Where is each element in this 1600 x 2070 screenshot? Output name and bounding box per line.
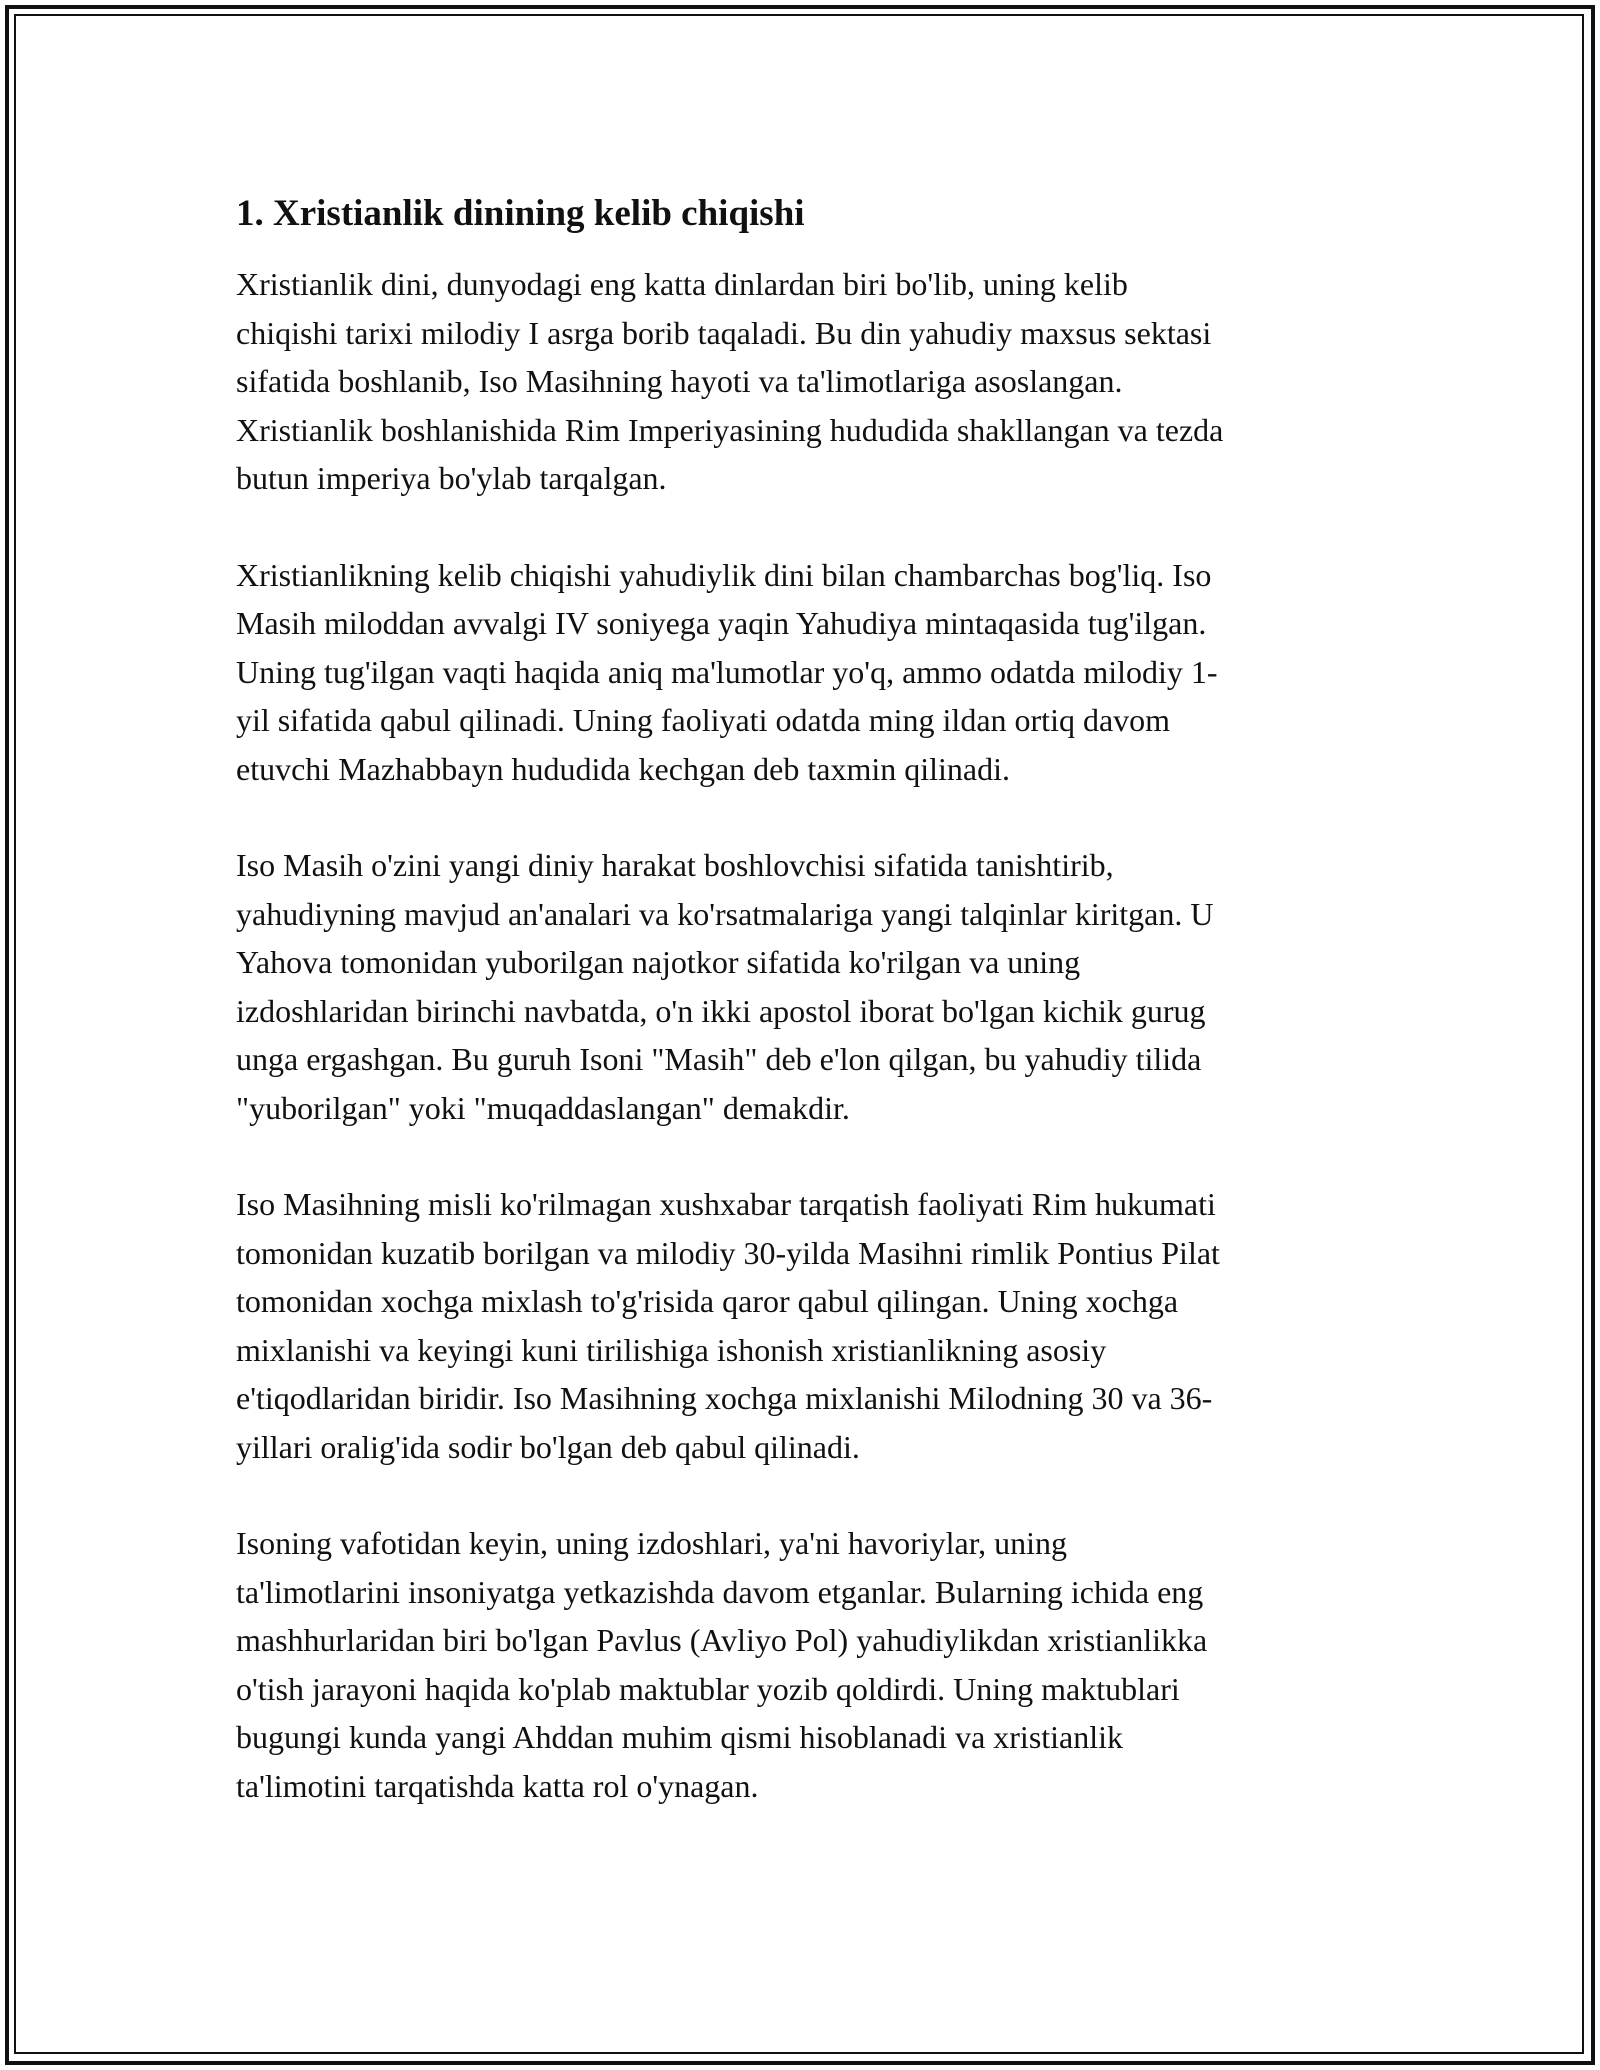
paragraph-4 <box>236 1180 1386 1471</box>
document-body <box>236 188 1386 1858</box>
paragraph-line: Xristianlik boshlanishida Rim Imperiyasining hududida shakllangan va tezda <box>236 411 1224 448</box>
paragraph-line: Xristianlik dini, dunyodagi eng katta dinlardan biri bo'lib, uning kelib <box>236 266 1128 302</box>
paragraph-line: Yahova tomonidan yuborilgan najotkor sifatida ko'rilgan va uning <box>236 944 1081 980</box>
paragraph-3 <box>236 841 1386 1132</box>
paragraph-line: chiqishi tarixi milodiy I asrga borib taqaladi. Bu din yahudiy maxsus sektasi <box>236 314 1212 351</box>
paragraph-line: yillari oralig'ida sodir bo'lgan deb qabul qilinadi. <box>236 1428 860 1465</box>
paragraph-line: o'tish jarayoni haqida ko'plab maktublar yozib qoldirdi. Uning maktublari <box>236 1670 1180 1707</box>
paragraph-line: sifatida boshlanib, Iso Masihning hayoti va ta'limotlariga asoslangan. <box>236 363 1123 399</box>
paragraph-5 <box>236 1519 1386 1810</box>
paragraph-line: yahudiyning mavjud an'analari va ko'rsatmalariga yangi talqinlar kiritgan. U <box>236 895 1214 932</box>
paragraph-line: Iso Masih o'zini yangi diniy harakat boshlovchisi sifatida tanishtirib, <box>236 847 1114 883</box>
paragraph-line: etuvchi Mazhabbayn hududida kechgan deb taxmin qilinadi. <box>236 750 1010 787</box>
paragraph-line: mixlanishi va keyingi kuni tirilishiga ishonish xristianlikning asosiy <box>236 1331 1107 1368</box>
paragraph-1 <box>236 260 1386 503</box>
paragraph-line: tomonidan xochga mixlash to'g'risida qaror qabul qilingan. Uning xochga <box>236 1283 1179 1319</box>
paragraph-line: "yuborilgan" yoki "muqaddaslangan" demakdir. <box>236 1089 850 1126</box>
paragraph-line: mashhurlaridan biri bo'lgan Pavlus (Avliyo Pol) yahudiylikdan xristianlikka <box>236 1622 1208 1658</box>
paragraph-line: tomonidan kuzatib borilgan va milodiy 30-yilda Masihni rimlik Pontius Pilat <box>236 1234 1220 1271</box>
paragraph-line: unga ergashgan. Bu guruh Isoni "Masih" deb e'lon qilgan, bu yahudiy tilida <box>236 1041 1202 1077</box>
paragraph-line: yil sifatida qabul qilinadi. Uning faoliyati odatda ming ildan ortiq davom <box>236 702 1171 738</box>
paragraph-line: ta'limotlarini insoniyatga yetkazishda davom etganlar. Bularning ichida eng <box>236 1573 1204 1610</box>
paragraph-line: Iso Masihning misli ko'rilmagan xushxabar tarqatish faoliyati Rim hukumati <box>236 1186 1216 1222</box>
paragraph-line: e'tiqodlaridan biridir. Iso Masihning xochga mixlanishi Milodning 30 va 36- <box>236 1380 1213 1416</box>
paragraph-line: butun imperiya bo'ylab tarqalgan. <box>236 460 667 496</box>
paragraph-line: Xristianlikning kelib chiqishi yahudiylik dini bilan chambarchas bog'liq. Iso <box>236 556 1212 593</box>
paragraph-line: ta'limotini tarqatishda katta rol o'ynagan. <box>236 1767 759 1804</box>
paragraph-line: Isoning vafotidan keyin, uning izdoshlari, ya'ni havoriylar, uning <box>236 1525 1067 1561</box>
paragraph-line: Uning tug'ilgan vaqti haqida aniq ma'lumotlar yo'q, ammo odatda milodiy 1- <box>236 653 1218 690</box>
paragraph-line: izdoshlaridan birinchi navbatda, o'n ikki apostol iborat bo'lgan kichik gurug <box>236 992 1206 1029</box>
paragraph-line: Masih miloddan avvalgi IV soniyega yaqin Yahudiya mintaqasida tug'ilgan. <box>236 605 1207 641</box>
section-heading: 1. Xristianlik dinining kelib chiqishi <box>236 193 805 234</box>
paragraph-line: bugungi kunda yangi Ahddan muhim qismi hisoblanadi va xristianlik <box>236 1719 1124 1755</box>
paragraph-2 <box>236 551 1386 794</box>
